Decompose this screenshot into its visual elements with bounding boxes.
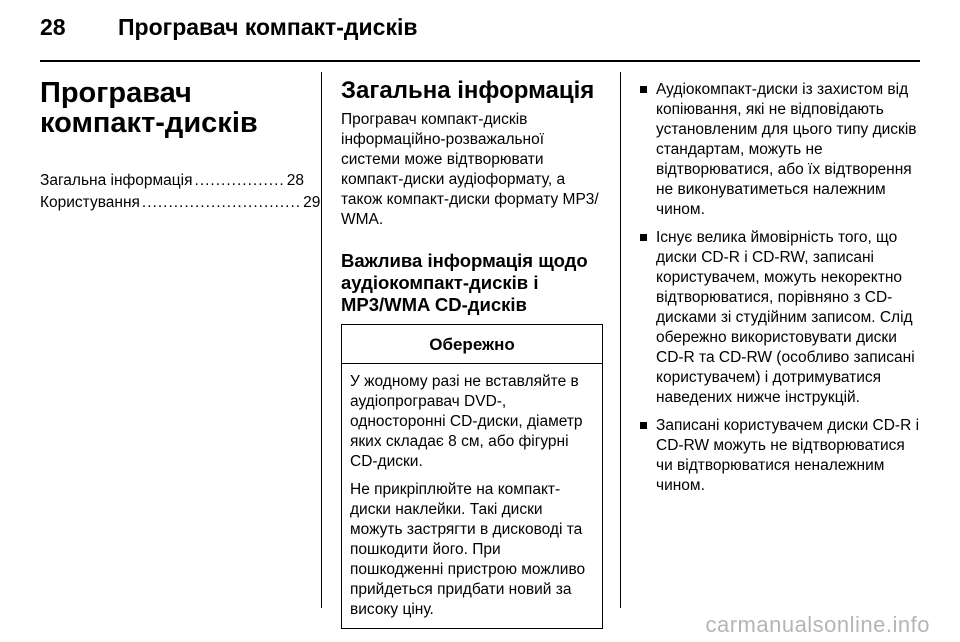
section-title-general: Загальна інформація [341, 77, 595, 104]
list-item-text: Існує велика ймовірність того, що диски CD-R і CD-RW, записані користувачем, можуть некоректно відтворюватися, порівняно з CD-дисками зі студійним записом. Слід обережно використовувати диски CD-R та CD-RW (особливо записані користувачем) і дотримуватися наведених нижче інструкцій. [656, 229, 915, 406]
toc-entry-page: 28 [286, 172, 304, 189]
header-divider [40, 60, 920, 62]
toc-entry-label: Загальна інформація [40, 172, 193, 189]
toc-entry-label: Користування [40, 194, 140, 211]
general-info-paragraph: Програвач компакт-дисків інформаційно-розважальної системи може відтворювати компакт-диски аудіоформату, а також компакт-диски формату MP3/ WMA. [341, 111, 599, 228]
column-divider-right [620, 72, 621, 608]
column-divider-left [321, 72, 322, 608]
notes-list [640, 80, 920, 496]
table-of-contents [40, 172, 321, 216]
page-header [40, 14, 920, 54]
square-bullet-icon [640, 422, 647, 429]
chapter-column [40, 72, 321, 216]
running-title: Програвач компакт-дисків [118, 14, 418, 40]
toc-entry-general[interactable] [40, 172, 302, 194]
section-title-important: Важлива інформація щодо аудіокомпакт-дисків і MP3/WMA CD-дисків [341, 250, 588, 315]
watermark: carmanualsonline.info [705, 612, 930, 637]
notes-column [640, 72, 920, 504]
caution-paragraph: Не прикріплюйте на компакт-диски наклейки. Такі диски можуть застрягти в дисководі та пошкодити його. При пошкодженні пристрою можливо прийдеться придбати новий за високу ціну. [350, 481, 586, 618]
caution-box [341, 324, 603, 629]
toc-entry-page: 29 [303, 194, 321, 211]
list-item [640, 228, 920, 408]
list-item-text: Записані користувачем диски CD-R і CD-RW можуть не відтворюватися чи відтворюватися неналежним чином. [656, 417, 920, 494]
toc-leader-dots: ................. [194, 172, 285, 189]
caution-heading: Обережно [342, 325, 602, 364]
caution-paragraph: У жодному разі не вставляйте в аудіопрогравач DVD-, односторонні CD-диски, діаметр яких складає 8 см, або фігурні CD-диски. [350, 373, 583, 470]
list-item [640, 416, 920, 496]
list-item-text: Аудіокомпакт-диски із захистом від копіювання, які не відповідають установленим для цього типу дисків стандартам, можуть не відтворюватися, або їх відтворення не виконуватиметься належним чином. [656, 81, 917, 218]
page-number: 28 [40, 14, 66, 40]
square-bullet-icon [640, 86, 647, 93]
chapter-title: Програвач компакт-дисків [40, 77, 258, 139]
caution-body [342, 364, 602, 628]
square-bullet-icon [640, 234, 647, 241]
toc-leader-dots: .............................. [141, 194, 302, 211]
list-item [640, 80, 920, 220]
general-info-column [341, 72, 603, 629]
toc-entry-usage[interactable] [40, 194, 321, 216]
